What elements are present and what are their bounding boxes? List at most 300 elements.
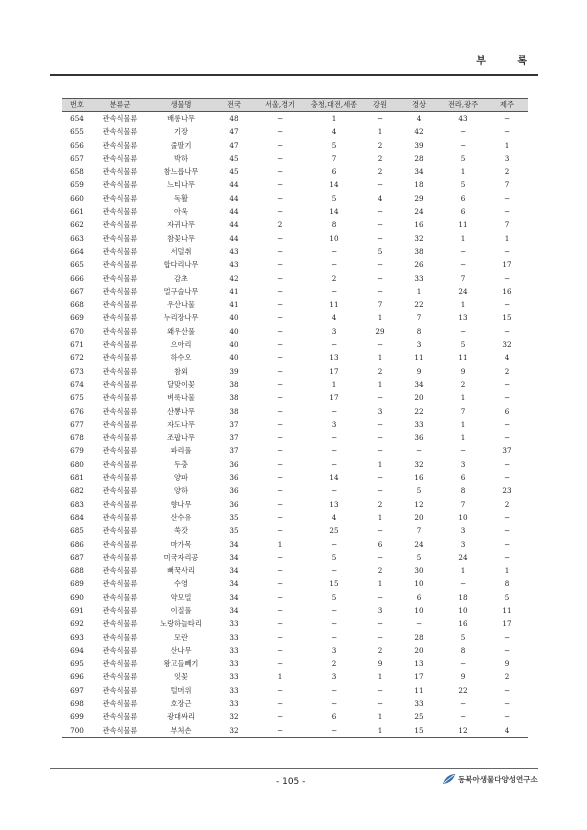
table-cell: 14 xyxy=(329,180,339,190)
table-cell: 자도나무 xyxy=(167,419,195,429)
table-cell: 관속식물류 xyxy=(102,300,138,310)
table-cell: 41 xyxy=(229,286,239,296)
table-cell: 5 xyxy=(331,140,337,150)
table-cell: 3 xyxy=(377,406,383,416)
table-cell: − xyxy=(376,552,384,562)
table-cell: 느티나무 xyxy=(167,180,195,190)
table-cell: 파리풀 xyxy=(170,446,192,456)
table-cell: 661 xyxy=(70,207,84,217)
table-cell: − xyxy=(254,724,306,738)
table-cell: − xyxy=(330,459,338,469)
table-cell: − xyxy=(376,233,384,243)
table-cell: 20 xyxy=(414,645,424,655)
column-header: 생물명 xyxy=(148,99,214,112)
table-row xyxy=(62,524,528,537)
table-cell: 관속식물류 xyxy=(102,499,138,509)
table-cell: − xyxy=(503,419,511,429)
table-cell: 658 xyxy=(70,167,84,177)
table-row xyxy=(62,298,528,311)
table-cell: 관속식물류 xyxy=(102,672,138,682)
table-cell: 벼룩나물 xyxy=(167,393,195,403)
header-divider xyxy=(50,74,538,76)
table-cell: 감초 xyxy=(174,273,188,283)
table-cell: 664 xyxy=(70,246,84,256)
table-cell: − xyxy=(276,353,284,363)
table-cell: 관속식물류 xyxy=(102,260,138,270)
table-cell: 662 xyxy=(70,220,84,230)
table-cell: 관속식물류 xyxy=(102,366,138,376)
table-cell: 44 xyxy=(229,193,239,203)
table-cell: 7 xyxy=(504,180,510,190)
table-cell: 양파 xyxy=(174,473,188,483)
table-cell: 40 xyxy=(229,353,239,363)
table-cell: 34 xyxy=(229,552,239,562)
table-cell: 18 xyxy=(458,592,468,602)
table-cell: 45 xyxy=(229,167,239,177)
table-row xyxy=(62,165,528,178)
table-cell: 17 xyxy=(414,672,424,682)
table-cell: 10 xyxy=(329,233,339,243)
table-cell: 9 xyxy=(460,672,466,682)
table-cell: 9 xyxy=(504,659,510,669)
table-cell: 15 xyxy=(329,579,339,589)
table-cell: 관속식물류 xyxy=(102,566,138,576)
table-cell: 관속식물류 xyxy=(102,233,138,243)
table-cell: 33 xyxy=(414,419,424,429)
table-row xyxy=(62,192,528,205)
table-cell: 689 xyxy=(70,579,84,589)
table-cell: 5 xyxy=(331,592,337,602)
table-cell: 690 xyxy=(70,592,84,602)
table-cell: 36 xyxy=(414,433,424,443)
table-row xyxy=(62,484,528,497)
table-row xyxy=(62,684,528,697)
table-row xyxy=(62,564,528,577)
table-cell: 관속식물류 xyxy=(92,724,148,738)
table-cell: 미국자리공 xyxy=(163,552,199,562)
table-cell: 41 xyxy=(229,300,239,310)
table-cell: 1 xyxy=(331,114,337,123)
table-cell: − xyxy=(376,114,384,123)
column-header: 충청,대전,세종 xyxy=(306,99,362,112)
table-row xyxy=(62,657,528,670)
table-cell: − xyxy=(376,526,384,536)
table-cell: 1 xyxy=(277,539,283,549)
table-cell: 660 xyxy=(70,193,84,203)
table-cell: 48 xyxy=(229,114,239,123)
table-cell: − xyxy=(276,193,284,203)
table-cell: − xyxy=(276,366,284,376)
table-cell: 관속식물류 xyxy=(102,659,138,669)
table-row xyxy=(62,511,528,524)
table-cell: 관속식물류 xyxy=(102,699,138,709)
table-cell: 관속식물류 xyxy=(102,220,138,230)
table-cell: − xyxy=(276,579,284,589)
organization-logo xyxy=(442,773,538,785)
table-cell: − xyxy=(276,153,284,163)
table-cell: − xyxy=(503,326,511,336)
table-cell: 참꽃나무 xyxy=(167,233,195,243)
table-row xyxy=(62,498,528,511)
table-cell: 아욱 xyxy=(174,207,188,217)
table-row xyxy=(62,351,528,364)
table-cell: 11 xyxy=(502,605,512,615)
table-cell: 1 xyxy=(416,286,422,296)
table-cell: 1 xyxy=(377,579,383,589)
table-cell: 8 xyxy=(331,220,337,230)
table-cell: − xyxy=(276,699,284,709)
table-cell: 47 xyxy=(229,127,239,137)
table-cell: 1 xyxy=(460,300,466,310)
table-cell: 37 xyxy=(229,419,239,429)
table-cell: 1 xyxy=(377,672,383,682)
table-cell: 5 xyxy=(460,632,466,642)
table-row xyxy=(62,418,528,431)
table-cell: 관속식물류 xyxy=(102,712,138,722)
table-cell: − xyxy=(330,406,338,416)
table-cell: 33 xyxy=(229,699,239,709)
table-cell: 659 xyxy=(70,180,84,190)
table-cell: 36 xyxy=(229,459,239,469)
table-cell: 1 xyxy=(377,127,383,137)
table-cell: 10 xyxy=(414,579,424,589)
table-cell: − xyxy=(276,486,284,496)
table-cell: 5 xyxy=(460,153,466,163)
table-cell: 3 xyxy=(504,153,510,163)
table-cell: 33 xyxy=(229,632,239,642)
table-cell: − xyxy=(376,685,384,695)
table-cell: 37 xyxy=(229,446,239,456)
table-cell: 1 xyxy=(377,353,383,363)
table-cell: 1 xyxy=(460,566,466,576)
table-cell: 1 xyxy=(460,393,466,403)
table-cell: 합다리나무 xyxy=(163,260,199,270)
table-cell: − xyxy=(276,406,284,416)
table-cell: 33 xyxy=(229,685,239,695)
table-cell: − xyxy=(330,632,338,642)
table-cell: − xyxy=(503,526,511,536)
column-header: 번호 xyxy=(62,99,92,112)
table-cell: 관속식물류 xyxy=(102,486,138,496)
table-row xyxy=(62,644,528,657)
table-cell: 3 xyxy=(460,539,466,549)
table-cell: 35 xyxy=(229,512,239,522)
table-cell: − xyxy=(503,632,511,642)
table-cell: − xyxy=(503,645,511,655)
table-cell: 4 xyxy=(331,127,337,137)
table-cell: − xyxy=(376,473,384,483)
table-cell: 관속식물류 xyxy=(102,127,138,137)
table-cell: 2 xyxy=(504,167,510,177)
table-cell: 670 xyxy=(70,326,84,336)
table-cell: 23 xyxy=(502,486,512,496)
table-cell: 왜우산풀 xyxy=(167,326,195,336)
table-cell: 37 xyxy=(502,446,512,456)
table-cell: 11 xyxy=(414,353,424,363)
table-cell: 8 xyxy=(460,645,466,655)
table-cell: − xyxy=(459,712,467,722)
table-cell: − xyxy=(459,260,467,270)
table-cell: − xyxy=(276,140,284,150)
table-cell: 부처손 xyxy=(148,724,214,738)
table-cell: − xyxy=(276,619,284,629)
table-cell: 1 xyxy=(377,379,383,389)
table-cell: 5 xyxy=(504,592,510,602)
table-cell: 6 xyxy=(460,193,466,203)
table-cell: 44 xyxy=(229,220,239,230)
table-cell: 655 xyxy=(70,127,84,137)
table-cell: 11 xyxy=(414,685,424,695)
table-cell: 11 xyxy=(458,353,468,363)
table-cell: 29 xyxy=(375,326,385,336)
table-cell: 32 xyxy=(229,712,239,722)
table-cell: − xyxy=(330,486,338,496)
table-cell: 693 xyxy=(70,632,84,642)
table-cell: − xyxy=(276,473,284,483)
table-cell: 7 xyxy=(416,526,422,536)
table-cell: 657 xyxy=(70,153,84,163)
table-cell: 관속식물류 xyxy=(102,313,138,323)
table-cell: 33 xyxy=(414,699,424,709)
table-cell: 1 xyxy=(460,419,466,429)
table-cell: 관속식물류 xyxy=(102,180,138,190)
column-header: 서울,경기 xyxy=(254,99,306,112)
table-row xyxy=(62,139,528,152)
table-cell: − xyxy=(276,459,284,469)
table-row xyxy=(62,431,528,444)
table-cell: − xyxy=(376,619,384,629)
table-cell: 2 xyxy=(504,499,510,509)
table-cell: 관속식물류 xyxy=(102,605,138,615)
table-row xyxy=(62,311,528,324)
table-cell: 11 xyxy=(329,300,339,310)
table-cell: 15 xyxy=(398,724,440,738)
table-cell: 참느릅나무 xyxy=(163,167,199,177)
table-cell: − xyxy=(276,645,284,655)
table-cell: 40 xyxy=(229,340,239,350)
table-cell: 4 xyxy=(486,724,528,738)
table-cell: 관속식물류 xyxy=(102,433,138,443)
table-cell: 관속식물류 xyxy=(102,419,138,429)
table-row xyxy=(62,152,528,165)
table-cell: 34 xyxy=(229,579,239,589)
table-row xyxy=(62,724,528,738)
table-cell: 조팝나무 xyxy=(167,433,195,443)
table-cell: 2 xyxy=(377,140,383,150)
table-cell: 3 xyxy=(377,605,383,615)
table-cell: 17 xyxy=(502,260,512,270)
table-cell: 노랑하늘타리 xyxy=(160,619,202,629)
table-cell: 4 xyxy=(377,193,383,203)
table-cell: − xyxy=(415,446,423,456)
table-row xyxy=(62,285,528,298)
table-cell: − xyxy=(330,260,338,270)
table-cell: 광대싸리 xyxy=(167,712,195,722)
table-row xyxy=(62,710,528,723)
table-row xyxy=(62,405,528,418)
table-cell: − xyxy=(276,419,284,429)
table-cell: − xyxy=(330,340,338,350)
table-cell: − xyxy=(330,619,338,629)
table-cell: 3 xyxy=(331,645,337,655)
table-cell: − xyxy=(276,273,284,283)
table-row xyxy=(62,245,528,258)
table-cell: 1 xyxy=(377,712,383,722)
table-cell: 42 xyxy=(414,127,424,137)
table-cell: 22 xyxy=(414,406,424,416)
table-cell: − xyxy=(330,605,338,615)
table-cell: − xyxy=(459,326,467,336)
table-cell: 7 xyxy=(331,153,337,163)
table-cell: 1 xyxy=(377,512,383,522)
table-cell: 38 xyxy=(229,379,239,389)
table-cell: − xyxy=(459,246,467,256)
table-cell: − xyxy=(276,207,284,217)
table-cell: − xyxy=(503,459,511,469)
table-cell: − xyxy=(276,379,284,389)
table-cell: 656 xyxy=(70,140,84,150)
table-cell: 9 xyxy=(416,366,422,376)
table-cell: 10 xyxy=(414,605,424,615)
table-cell: 9 xyxy=(460,366,466,376)
table-cell: 달맞이꽃 xyxy=(167,379,195,389)
table-cell: 박하 xyxy=(174,153,188,163)
table-cell: 관속식물류 xyxy=(102,207,138,217)
table-cell: 관속식물류 xyxy=(102,406,138,416)
table-cell: 7 xyxy=(460,273,466,283)
column-header: 전라,광주 xyxy=(440,99,486,112)
table-cell: 누리장나무 xyxy=(163,313,199,323)
table-row xyxy=(62,378,528,391)
table-cell: 2 xyxy=(377,366,383,376)
table-cell: − xyxy=(276,712,284,722)
table-row xyxy=(62,218,528,231)
table-cell: 6 xyxy=(416,592,422,602)
table-cell: 28 xyxy=(414,632,424,642)
table-cell: 자귀나무 xyxy=(167,220,195,230)
table-cell: 마가목 xyxy=(170,539,192,549)
table-cell: 16 xyxy=(414,473,424,483)
table-cell: − xyxy=(376,446,384,456)
table-cell: − xyxy=(376,180,384,190)
table-cell: 677 xyxy=(70,419,84,429)
table-cell: 36 xyxy=(229,473,239,483)
table-cell: 40 xyxy=(229,313,239,323)
table-cell: − xyxy=(376,699,384,709)
table-cell: 관속식물류 xyxy=(102,140,138,150)
table-cell: − xyxy=(503,273,511,283)
table-cell: − xyxy=(330,685,338,695)
table-cell: 668 xyxy=(70,300,84,310)
table-cell: − xyxy=(276,286,284,296)
table-cell: 12 xyxy=(440,724,486,738)
table-cell: 털머위 xyxy=(170,685,192,695)
table-cell: − xyxy=(330,286,338,296)
table-cell: − xyxy=(276,246,284,256)
table-cell: − xyxy=(503,712,511,722)
table-cell: 왕고들빼기 xyxy=(163,659,199,669)
table-cell: 45 xyxy=(229,153,239,163)
table-cell: − xyxy=(330,433,338,443)
table-cell: 3 xyxy=(460,526,466,536)
table-cell: 22 xyxy=(458,685,468,695)
table-cell: 관속식물류 xyxy=(102,167,138,177)
table-cell: 관속식물류 xyxy=(102,592,138,602)
table-cell: 이질풀 xyxy=(170,605,192,615)
table-cell: 11 xyxy=(458,220,468,230)
table-cell: 3 xyxy=(331,326,337,336)
table-cell: 17 xyxy=(329,393,339,403)
leaf-logo-icon xyxy=(442,773,456,785)
table-cell: 5 xyxy=(331,193,337,203)
table-cell: 4 xyxy=(504,353,510,363)
table-cell: 양하 xyxy=(174,486,188,496)
table-cell: 참외 xyxy=(174,366,188,376)
table-header-row xyxy=(62,99,528,112)
table-row xyxy=(62,617,528,630)
table-cell: 6 xyxy=(504,406,510,416)
table-cell: 684 xyxy=(70,512,84,522)
table-cell: 두충 xyxy=(174,459,188,469)
table-cell: − xyxy=(376,419,384,429)
table-cell: 14 xyxy=(329,473,339,483)
table-cell: 하수오 xyxy=(170,353,192,363)
table-cell: 모란 xyxy=(174,632,188,642)
table-cell: 29 xyxy=(414,193,424,203)
table-cell: 7 xyxy=(377,300,383,310)
table-row xyxy=(62,272,528,285)
table-row xyxy=(62,391,528,404)
table-row xyxy=(62,178,528,191)
table-cell: 독활 xyxy=(174,193,188,203)
table-cell: 1 xyxy=(460,167,466,177)
table-cell: 잇꽃 xyxy=(174,672,188,682)
table-cell: 수영 xyxy=(174,579,188,589)
table-row xyxy=(62,112,528,126)
table-cell: 관속식물류 xyxy=(102,393,138,403)
table-cell: 호장근 xyxy=(170,699,192,709)
table-cell: − xyxy=(330,539,338,549)
table-row xyxy=(62,232,528,245)
table-cell: 33 xyxy=(229,659,239,669)
table-cell: 관속식물류 xyxy=(102,114,138,123)
table-cell: 으아리 xyxy=(170,340,192,350)
table-cell: 13 xyxy=(458,313,468,323)
table-cell: − xyxy=(376,592,384,602)
table-cell: 667 xyxy=(70,286,84,296)
table-cell: 관속식물류 xyxy=(102,353,138,363)
table-row xyxy=(62,258,528,271)
table-cell: 12 xyxy=(414,499,424,509)
table-cell: 691 xyxy=(70,605,84,615)
table-cell: 675 xyxy=(70,393,84,403)
table-cell: 34 xyxy=(229,566,239,576)
table-cell: 44 xyxy=(229,180,239,190)
table-cell: 33 xyxy=(229,619,239,629)
table-cell: − xyxy=(503,207,511,217)
table-cell: 7 xyxy=(460,406,466,416)
page-number: - 105 - xyxy=(276,777,306,787)
table-cell: − xyxy=(376,340,384,350)
table-cell: − xyxy=(276,566,284,576)
table-cell: − xyxy=(376,220,384,230)
table-cell: 40 xyxy=(229,326,239,336)
table-cell: 6 xyxy=(377,539,383,549)
table-cell: 관속식물류 xyxy=(102,473,138,483)
table-cell: − xyxy=(503,685,511,695)
table-cell: − xyxy=(376,207,384,217)
table-cell: 683 xyxy=(70,499,84,509)
